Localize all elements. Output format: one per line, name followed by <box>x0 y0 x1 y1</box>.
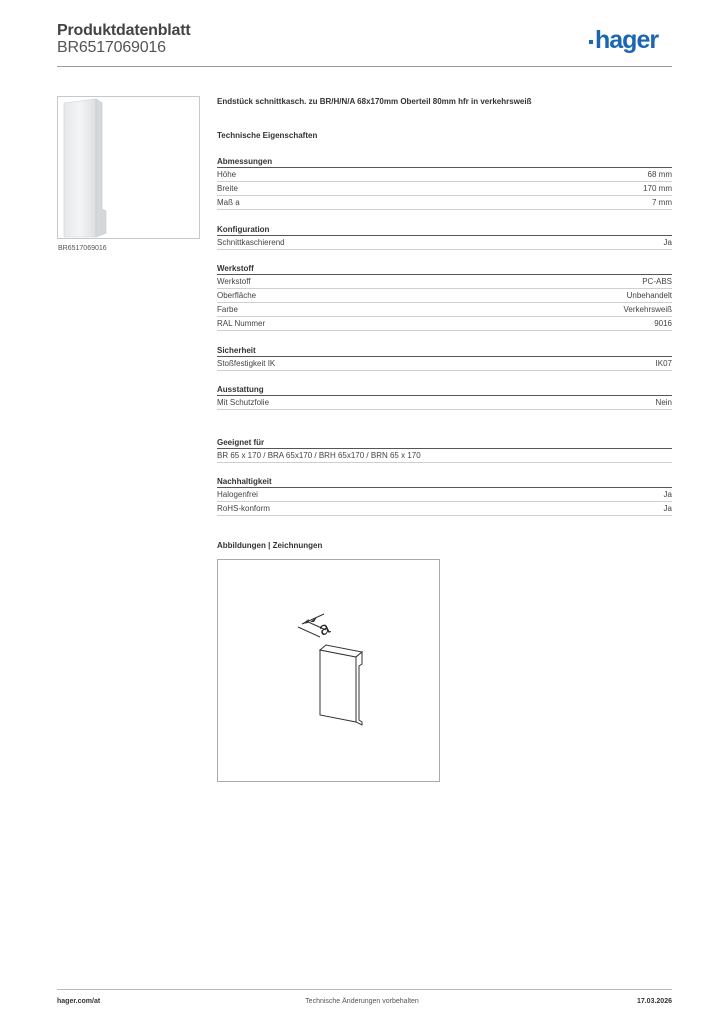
row-value: PC-ABS <box>642 277 672 286</box>
logo-text: hager <box>595 26 659 54</box>
table-row <box>217 488 672 502</box>
table-row <box>217 236 672 250</box>
table-row <box>217 289 672 303</box>
row-value: Ja <box>663 504 672 513</box>
row-key: Mit Schutzfolie <box>217 398 270 407</box>
row-value: 7 mm <box>652 198 672 207</box>
figures-heading: Abbildungen | Zeichnungen <box>217 541 323 550</box>
logo-dot-icon <box>589 40 593 44</box>
page-title: Produktdatenblatt <box>57 22 191 39</box>
product-image <box>57 96 200 239</box>
table-row <box>217 357 672 371</box>
row-key: BR 65 x 170 / BRA 65x170 / BRH 65x170 / BRN 65 x 170 <box>217 451 421 460</box>
table-row <box>217 303 672 317</box>
section-title: Konfiguration <box>217 224 672 236</box>
section-title: Geeignet für <box>217 437 672 449</box>
section-nachhaltigkeit <box>217 476 672 516</box>
row-value: Unbehandelt <box>626 291 672 300</box>
section-title: Abmessungen <box>217 156 672 168</box>
row-value: 68 mm <box>647 170 672 179</box>
dimension-label-a: a <box>315 617 333 640</box>
row-value: 9016 <box>654 319 672 328</box>
section-geeignet-fuer <box>217 437 672 463</box>
row-value: 170 mm <box>643 184 672 193</box>
section-title: Sicherheit <box>217 345 672 357</box>
product-image-caption: BR6517069016 <box>58 245 107 252</box>
hager-logo[interactable] <box>589 26 658 55</box>
row-key: Halogenfrei <box>217 490 258 499</box>
end-cap-drawing-icon <box>218 560 439 781</box>
table-row <box>217 196 672 210</box>
article-number: BR6517069016 <box>57 39 166 56</box>
section-title: Werkstoff <box>217 263 672 275</box>
row-key: RAL Nummer <box>217 319 266 328</box>
section-werkstoff <box>217 263 672 331</box>
table-row <box>217 275 672 289</box>
row-key: Werkstoff <box>217 277 251 286</box>
row-key: Oberfläche <box>217 291 257 300</box>
footer-divider <box>57 989 672 990</box>
row-key: Maß a <box>217 198 240 207</box>
row-value: Ja <box>663 490 672 499</box>
section-sicherheit <box>217 345 672 371</box>
row-key: Schnittkaschierend <box>217 238 285 247</box>
section-konfiguration <box>217 224 672 250</box>
footer-website[interactable]: hager.com/at <box>57 998 101 1005</box>
section-ausstattung <box>217 384 672 410</box>
footer-date: 17.03.2026 <box>636 998 672 1005</box>
table-row <box>217 449 672 463</box>
footer-disclaimer: Technische Änderungen vorbehalten <box>305 998 419 1005</box>
section-title: Nachhaltigkeit <box>217 476 672 488</box>
row-key: Höhe <box>217 170 237 179</box>
table-row <box>217 317 672 331</box>
row-key: Farbe <box>217 305 238 314</box>
section-title: Ausstattung <box>217 384 672 396</box>
product-description: Endstück schnittkasch. zu BR/H/N/A 68x170mm Oberteil 80mm hfr in verkehrsweiß <box>217 97 532 106</box>
row-value: IK07 <box>655 359 672 368</box>
table-row <box>217 502 672 516</box>
table-row <box>217 168 672 182</box>
section-abmessungen <box>217 156 672 210</box>
row-value: Nein <box>655 398 672 407</box>
row-value: Ja <box>663 238 672 247</box>
row-key: RoHS-konform <box>217 504 270 513</box>
row-key: Stoßfestigkeit IK <box>217 359 276 368</box>
header-divider <box>57 66 672 67</box>
row-value: Verkehrsweiß <box>623 305 672 314</box>
technical-drawing <box>217 559 440 782</box>
end-cap-photo-icon <box>58 97 199 238</box>
tech-properties-heading: Technische Eigenschaften <box>217 131 318 140</box>
table-row <box>217 396 672 410</box>
table-row <box>217 182 672 196</box>
row-key: Breite <box>217 184 238 193</box>
